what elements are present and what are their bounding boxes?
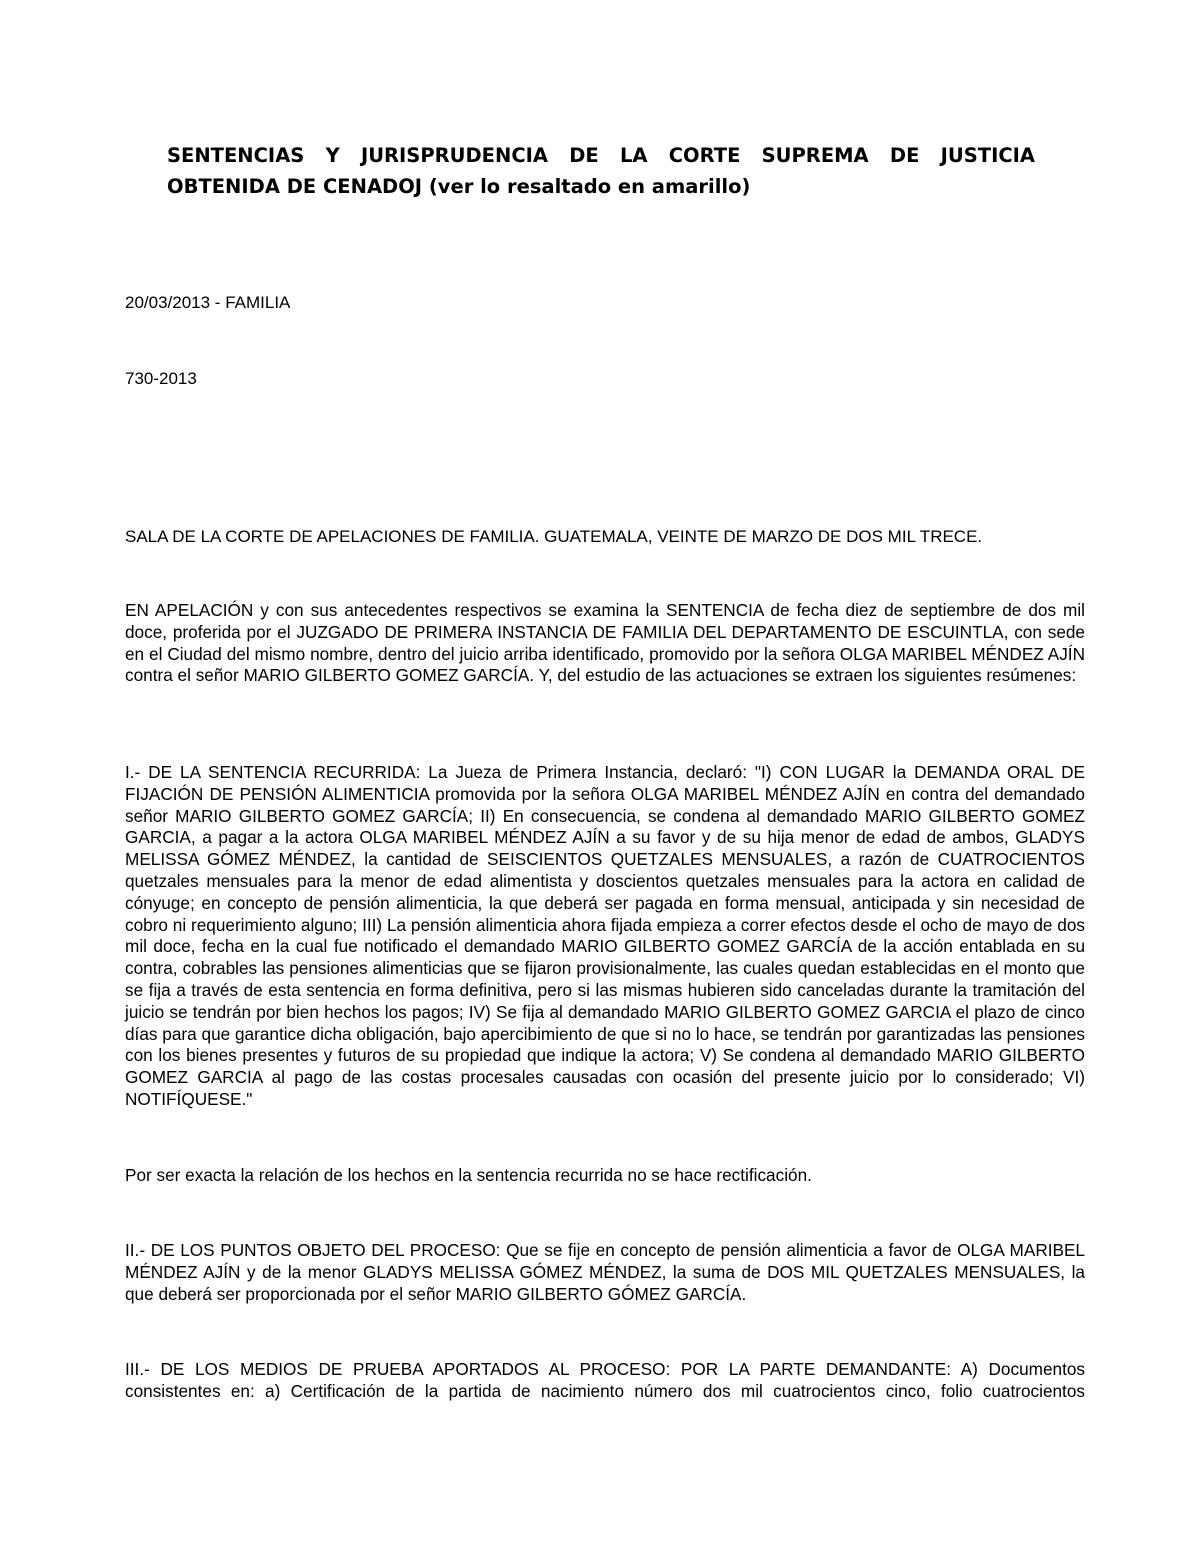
date-category-line: 20/03/2013 - FAMILIA [125,293,291,312]
paragraph-rectificacion: Por ser exacta la relación de los hechos en la sentencia recurrida no se hace rectificación. [125,1165,812,1185]
paragraph-sentencia-recurrida: I.- DE LA SENTENCIA RECURRIDA: La Jueza de Primera Instancia, declaró: "I) CON LUGAR la DEMANDA ORAL DE FIJACIÓN DE PENSIÓN ALIMENTICIA promovida por la señora OLGA MARIBEL MÉNDEZ AJÍN en contra del demandado señor MARIO GILBERTO GOMEZ GARCÍA; II) En consecuencia, se condena al demandado MARIO GILBERTO GOMEZ GARCIA, a pagar a la actora OLGA MARIBEL MÉNDEZ AJÍN a su favor y de su hija menor de edad de ambos, GLADYS MELISSA GÓMEZ MÉNDEZ, la cantidad de SEISCIENTOS QUETZALES MENSUALES, a razón de CUATROCIENTOS quetzales mensuales para la menor de edad alimentista y doscientos quetzales mensuales para la actora en calidad de cónyuge; en concepto de pensión alimenticia, la que deberá ser pagada en forma mensual, anticipada y sin necesidad de cobro ni requerimiento alguno; III) La pensión alimenticia ahora fijada empieza a correr efectos desde el ocho de mayo de dos mil doce, fecha en la cual fue notificado el demandado MARIO GILBERTO GOMEZ GARCÍA de la acción entablada en su contra, cobrables las pensiones alimenticias que se fijaron provisionalmente, las cuales quedan establecidas en el monto que se fija a través de esta sentencia en forma definitiva, pero si las mismas hubieren sido canceladas durante la tramitación del juicio se tendrán por bien hechos los pagos; IV) Se fija al demandado MARIO GILBERTO GOMEZ GARCIA el plazo de cinco días para que garantice dicha obligación, bajo apercibimiento de que si no lo hace, se tendrán por garantizadas las pensiones con los bienes presentes y futuros de su propiedad que indique la actora; V) Se condena al demandado MARIO GILBERTO GOMEZ GARCIA al pago de las costas procesales causadas con ocasión del presente juicio por lo considerado; VI) NOTIFÍQUESE." [125,762,1085,1109]
document-title: SENTENCIAS Y JURISPRUDENCIA DE LA CORTE SUPREMA DE JUSTICIA OBTENIDA DE CENADOJ (ver lo resaltado en amarillo) [167,144,1035,198]
paragraph-puntos-objeto: II.- DE LOS PUNTOS OBJETO DEL PROCESO: Que se fije en concepto de pensión alimenticia a favor de OLGA MARIBEL MÉNDEZ AJÍN y de la menor GLADYS MELISSA GÓMEZ MÉNDEZ, la suma de DOS MIL QUETZALES MENSUALES, la que deberá ser proporcionada por el señor MARIO GILBERTO GÓMEZ GARCÍA. [125,1240,1085,1304]
case-number: 730-2013 [125,369,197,388]
court-header: SALA DE LA CORTE DE APELACIONES DE FAMILIA. GUATEMALA, VEINTE DE MARZO DE DOS MIL TRECE. [125,527,983,546]
paragraph-appeal-intro: EN APELACIÓN y con sus antecedentes respectivos se examina la SENTENCIA de fecha diez de septiembre de dos mil doce, proferida por el JUZGADO DE PRIMERA INSTANCIA DE FAMILIA DEL DEPARTAMENTO DE ESCUINTLA, con sede en el Ciudad del mismo nombre, dentro del juicio arriba identificado, promovido por la señora OLGA MARIBEL MÉNDEZ AJÍN contra el señor MARIO GILBERTO GOMEZ GARCÍA. Y, del estudio de las actuaciones se extraen los siguientes resúmenes: [125,600,1085,686]
paragraph-medios-prueba: III.- DE LOS MEDIOS DE PRUEBA APORTADOS AL PROCESO: POR LA PARTE DEMANDANTE: A) Documentos consistentes en: a) Certificación de la partida de nacimiento número dos mil cuatrocientos cinco, folio cuatrocientos [125,1359,1085,1401]
